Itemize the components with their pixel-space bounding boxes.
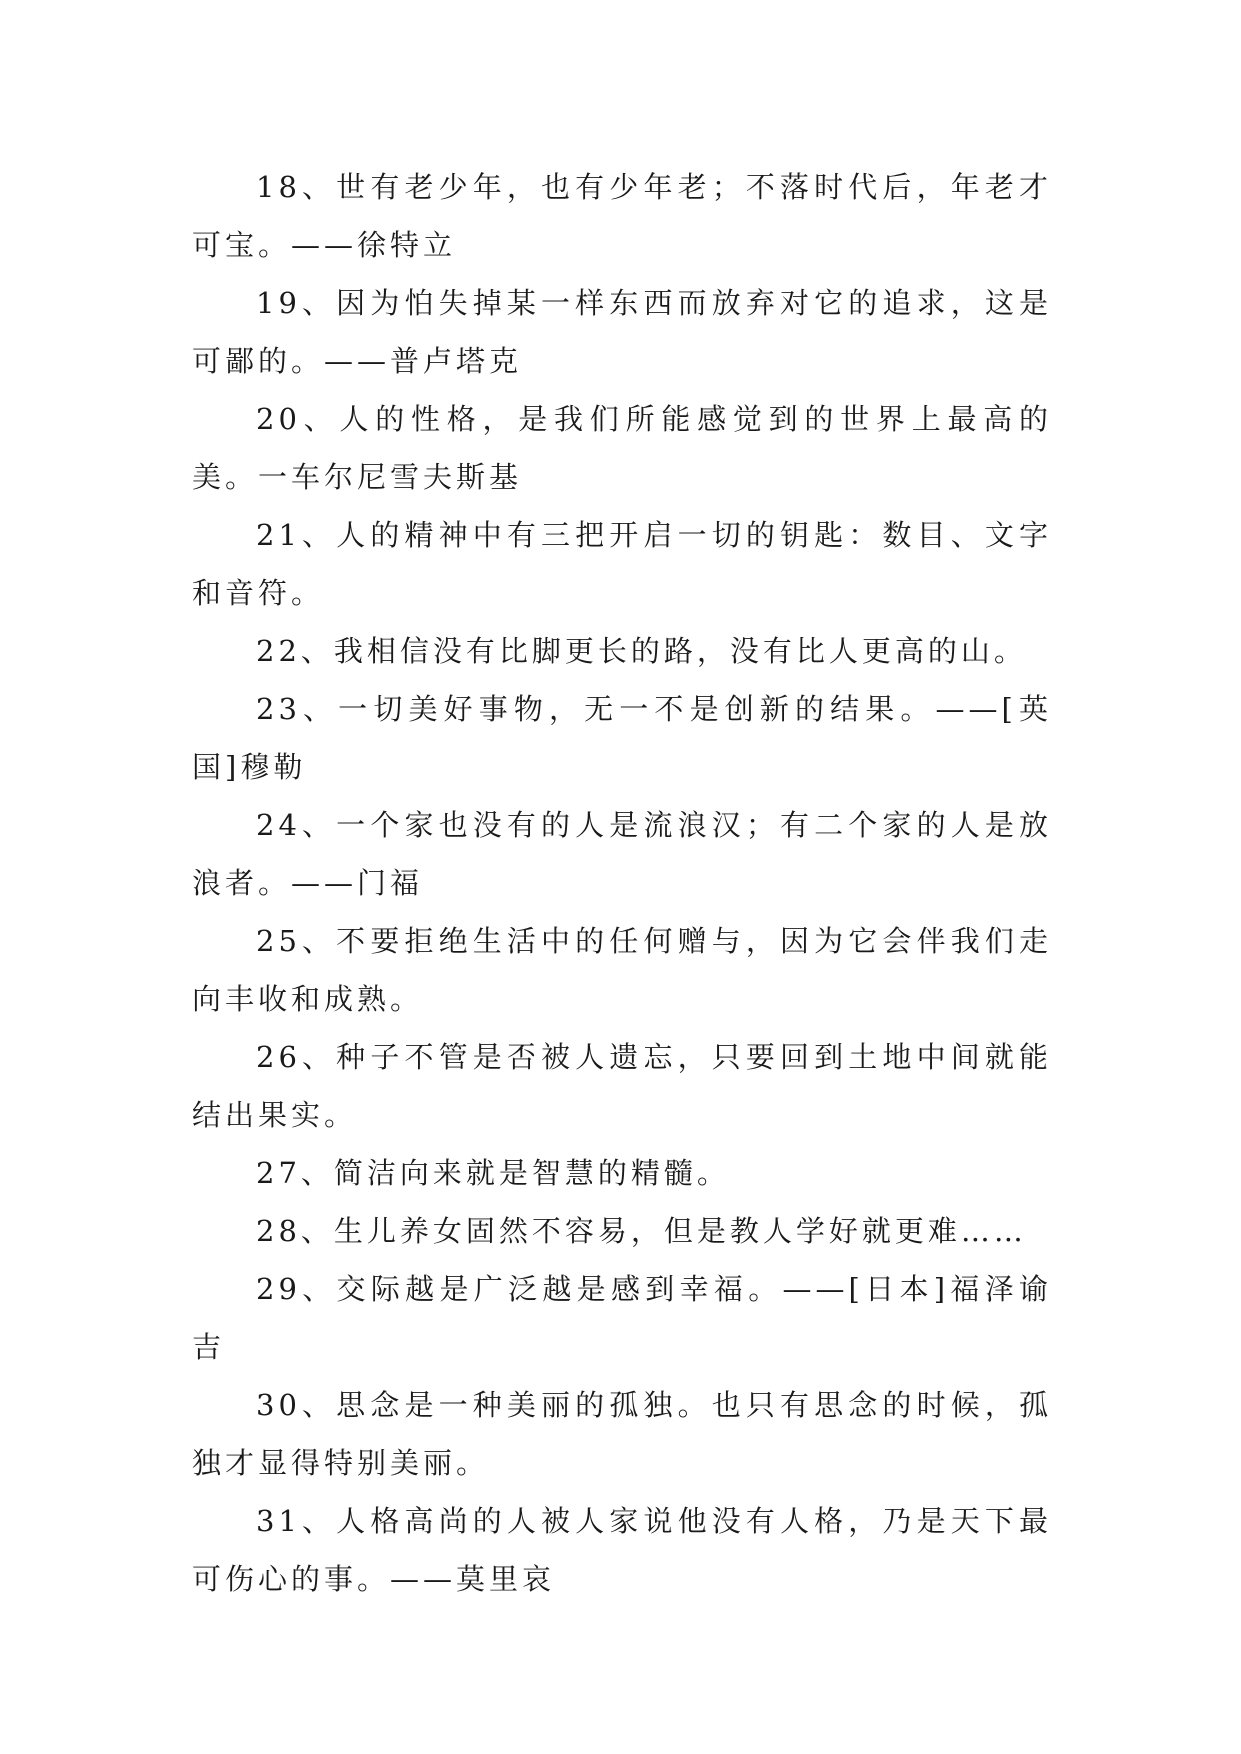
quote-paragraph: 22、我相信没有比脚更长的路，没有比人更高的山。: [256, 634, 1027, 668]
quote-paragraph: 29、交际越是广泛越是感到幸福。——[日本]福泽谕吉: [192, 1272, 1052, 1364]
document-body: [192, 158, 1052, 1608]
quote-paragraph: 19、因为怕失掉某一样东西而放弃对它的追求，这是可鄙的。——普卢塔克: [192, 286, 1052, 378]
quote-paragraph: 24、一个家也没有的人是流浪汉；有二个家的人是放浪者。——门福: [192, 808, 1052, 900]
quote-paragraph: 30、思念是一种美丽的孤独。也只有思念的时候，孤独才显得特别美丽。: [192, 1388, 1052, 1480]
quote-paragraph: 23、一切美好事物，无一不是创新的结果。——[英国]穆勒: [192, 692, 1052, 784]
quote-paragraph: 25、不要拒绝生活中的任何赠与，因为它会伴我们走向丰收和成熟。: [192, 924, 1052, 1016]
quote-paragraph: 31、人格高尚的人被人家说他没有人格，乃是天下最可伤心的事。——莫里哀: [192, 1504, 1052, 1596]
quote-paragraph: 21、人的精神中有三把开启一切的钥匙：数目、文字和音符。: [192, 518, 1052, 610]
quote-paragraph: 28、生儿养女固然不容易，但是教人学好就更难……: [256, 1214, 1027, 1248]
quote-paragraph: 18、世有老少年，也有少年老；不落时代后，年老才可宝。——徐特立: [192, 170, 1052, 262]
quote-paragraph: 27、简洁向来就是智慧的精髓。: [256, 1156, 730, 1190]
quote-paragraph: 26、种子不管是否被人遗忘，只要回到土地中间就能结出果实。: [192, 1040, 1052, 1132]
quote-paragraph: 20、人的性格，是我们所能感觉到的世界上最高的美。一车尔尼雪夫斯基: [192, 402, 1052, 494]
